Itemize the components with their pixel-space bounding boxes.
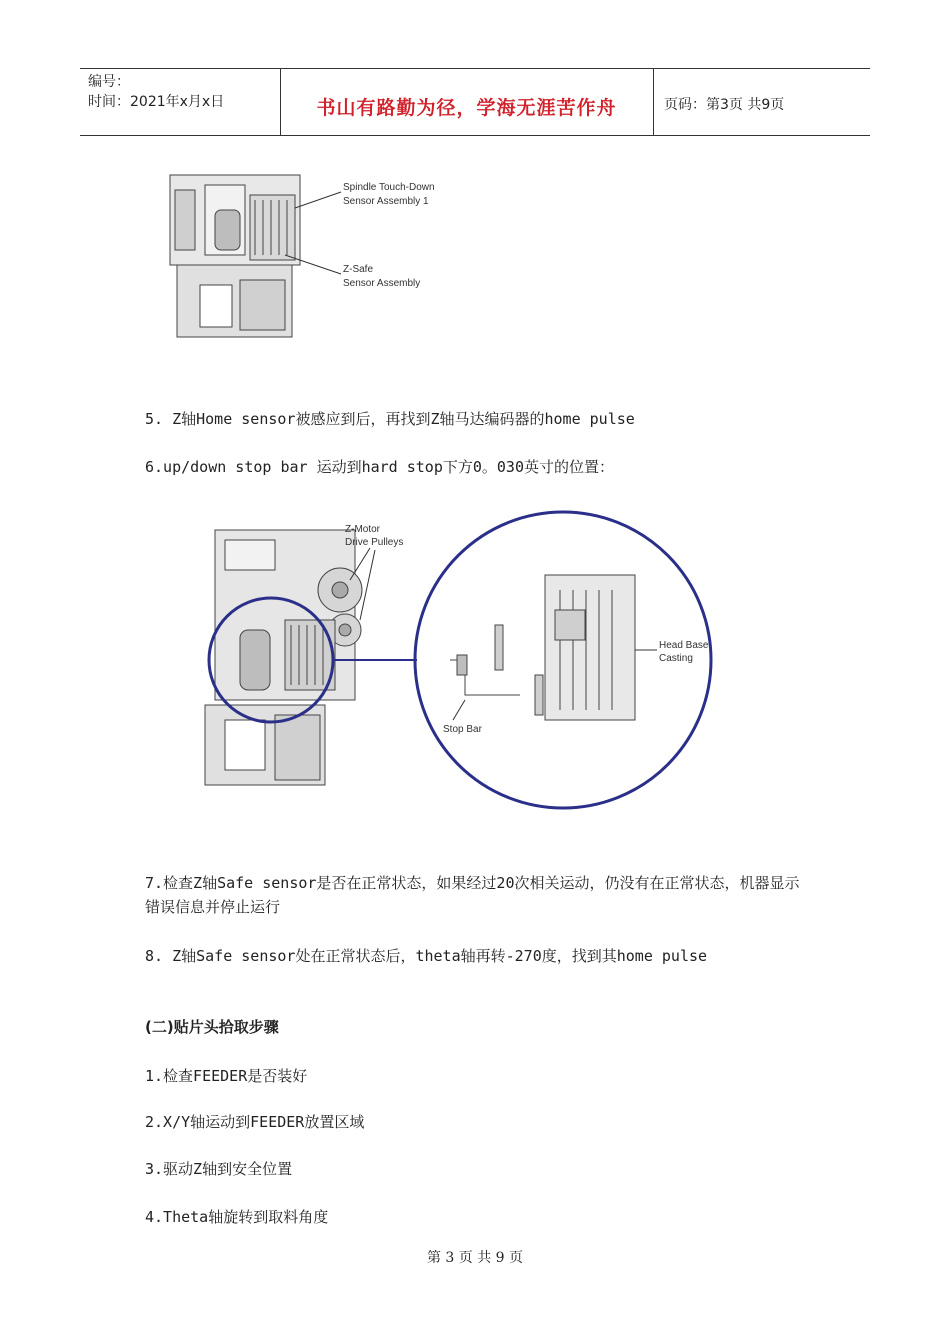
zmotor-label: Z-Motor (345, 524, 380, 535)
time-label: 时间：2021年x月x日 (88, 94, 225, 110)
head-base-label: Head Base (659, 640, 709, 651)
pick-step-1: 1.检查FEEDER是否装好 (145, 1067, 308, 1085)
page-header (80, 68, 870, 136)
step-7-text: 7.检查Z轴Safe sensor是否在正常状态，如果经过20次相关运动，仍没有在正常状态，机器显示错误信息并停止运行 (145, 874, 800, 916)
page-info: 页码：第3页 共9页 (664, 97, 785, 113)
spindle-sensor-label-2: Sensor Assembly 1 (343, 196, 429, 207)
header-motto: 书山有路勤为径，学海无涯苦作舟 (316, 97, 617, 119)
section-heading: (二)贴片头拾取步骤 (145, 1018, 279, 1036)
stop-bar-figure (195, 500, 725, 830)
header-left (88, 72, 224, 112)
zsafe-sensor-label-2: Sensor Assembly (343, 278, 421, 289)
pick-step-4: 4.Theta轴旋转到取料角度 (145, 1208, 329, 1226)
sensor-assembly-figure (145, 170, 475, 370)
step-6-text: 6.up/down stop bar 运动到hard stop下方0。030英寸的位置： (145, 458, 614, 476)
zsafe-sensor-label: Z-Safe (343, 264, 374, 275)
stop-bar-label: Stop Bar (443, 724, 482, 735)
number-label: 编号： (88, 74, 130, 90)
spindle-sensor-label: Spindle Touch-Down (343, 182, 435, 193)
head-base-label-2: Casting (659, 653, 693, 664)
zmotor-label-2: Drive Pulleys (345, 537, 404, 548)
step-8-text: 8. Z轴Safe sensor处在正常状态后，theta轴再转-270度，找到其home pulse (145, 947, 708, 965)
step-5-text: 5. Z轴Home sensor被感应到后，再找到Z轴马达编码器的home pulse (145, 410, 635, 428)
header-divider (653, 69, 654, 135)
pick-step-2: 2.X/Y轴运动到FEEDER放置区域 (145, 1113, 365, 1131)
page-footer: 第 3 页 共 9 页 (426, 1250, 524, 1266)
pick-step-3: 3.驱动Z轴到安全位置 (145, 1160, 293, 1178)
